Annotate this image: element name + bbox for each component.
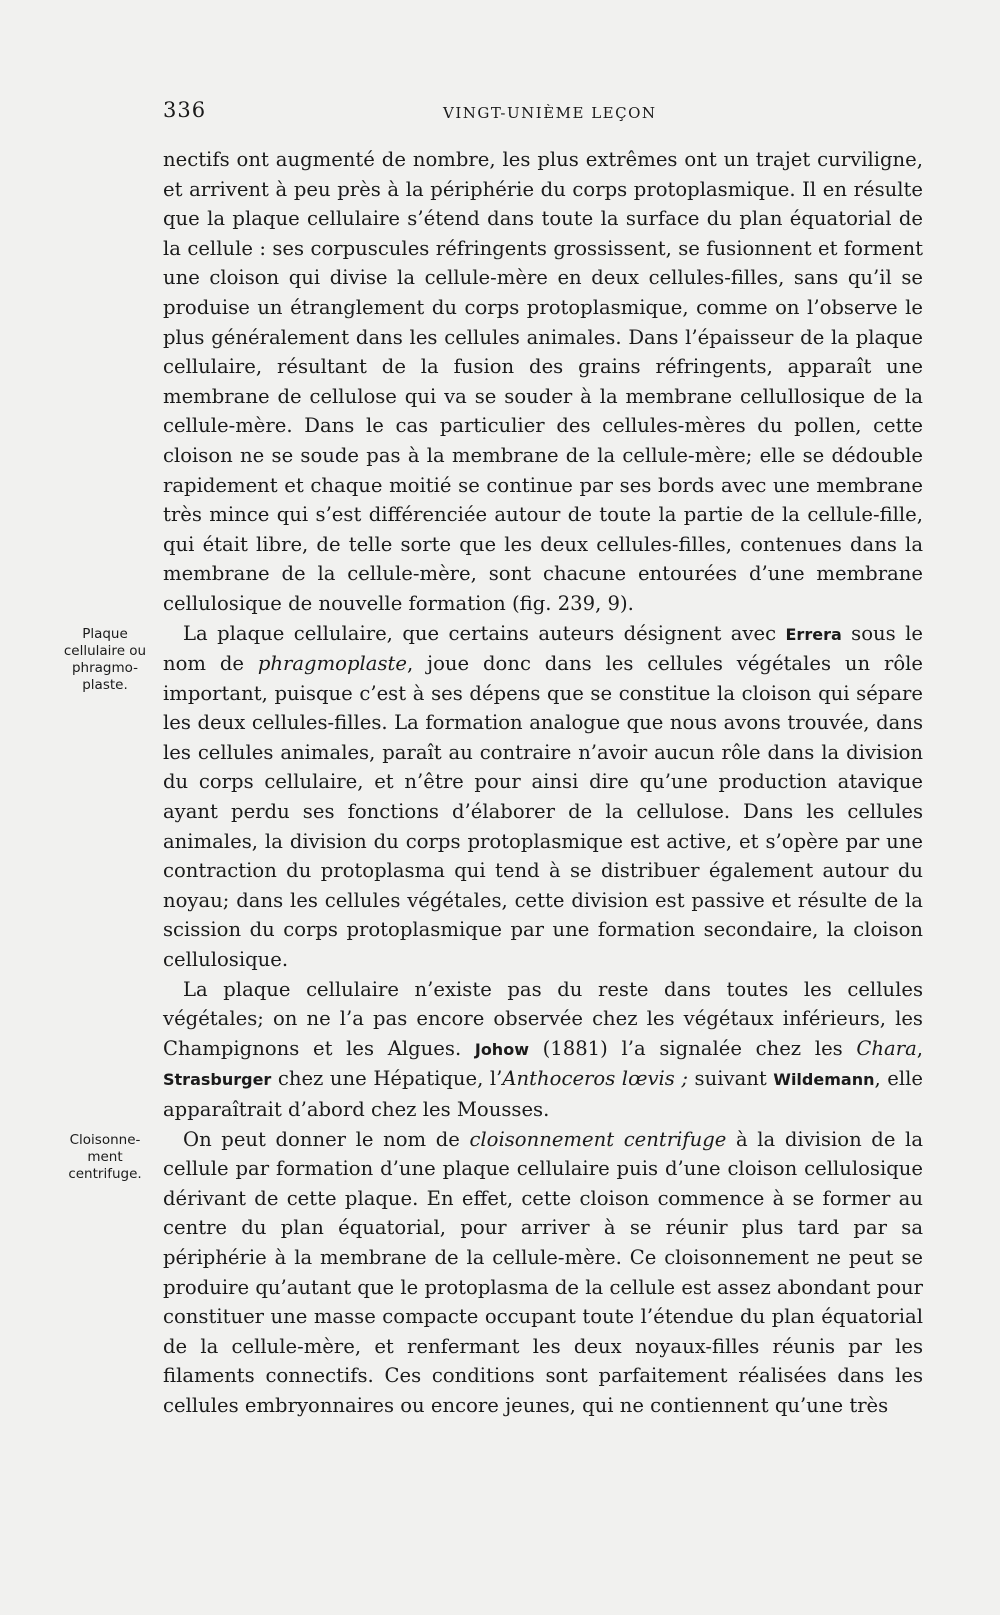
italic-term: Chara [856,1036,917,1060]
text-run: La plaque cellulaire, que certains auteurs désignent avec [183,621,786,645]
author-name: Errera [785,624,842,644]
text-run: (1881) l’a signalée chez les [528,1036,857,1060]
italic-term: cloisonnement centrifuge [469,1127,727,1151]
italic-term: phragmoplaste [257,652,407,676]
page-number: 336 [163,98,207,122]
text-run: On peut donner le nom de [183,1127,470,1151]
text-run: La plaque cellulaire n’existe pas du reste dans toutes les cellules végétales; on ne l’a pas encore observée chez les végétaux inférieurs, les Champignons et les Algues. [163,977,923,1060]
paragraph-1: nectifs ont augmenté de nombre, les plus extrêmes ont un trajet curviligne, et arrivent à peu près à la périphérie du corps protoplasmique. Il en résulte que la plaque cellulaire s’étend dans toute la surface du plan équatorial de la cellule : ses corpuscules réfringents grossissent, se fusionnent et forment une cloison qui divise la cellule-mère en deux cellules-filles, sans qu’il se produise un étranglement du corps protoplasmique, comme on l’observe le plus généralement dans les cellules animales. Dans l’épaisseur de la plaque cellulaire, résultant de la fusion des grains réfringents, apparaît une membrane de cellulose qui va se souder à la membrane cellullosique de la cellule-mère. Dans le cas particulier des cellules-mères du pollen, cette cloison ne se soude pas à la membrane de la cellule-mère; elle se dédouble rapidement et chaque moitié se continue par ses bords avec une membrane très mince qui s’est différenciée autour de toute la partie de la cellule-fille, qui était libre, de telle sorte que les deux cellules-filles, contenues dans la membrane de la cellule-mère, sont chacune entourées d’une membrane cellulosique de nouvelle formation (fig. 239, 9). [163,148,923,615]
margin-note-line: phragmo- [71,660,139,676]
text-run: suivant [688,1067,774,1091]
text-run: , elle apparaîtrait d’abord chez les Mousses. [163,1067,923,1121]
page-header [163,98,923,128]
text-run: , joue donc dans les cellules végétales un rôle important, puisque c’est à ses dépens que se constitue la cloison qui sépare les deux cellules-filles. La formation analogue que nous avons trouvée, dans les cellules animales, paraît au contraire n’avoir aucun rôle dans la division du corps cellulaire, et n’être pour ainsi dire qu’une production atavique ayant perdu ses fonctions d’élaborer de la cellulose. Dans les cellules animales, la division du corps protoplasmique est active, et s’opère par une contraction du protoplasma qui tend à se distribuer également autour du noyau; dans les cellules végétales, cette division est passive et résulte de la scission du corps protoplasmique par une formation secondaire, la cloison cellulosique. [163,652,923,972]
author-name: Strasburger [163,1070,272,1090]
running-title: VINGT-UNIÈME LEÇON [443,104,657,122]
margin-note-line: Cloisonne- [69,1132,141,1148]
author-name: Johow [474,1039,529,1059]
margin-note-line: centrifuge. [68,1166,142,1182]
text-run: à la division de la cellule par formation d’une plaque cellulaire puis d’une cloison cellulosique dérivant de cette plaque. En effet, cette cloison commence à se former au centre du plan équatorial, pour arriver à se réunir plus tard par sa périphérie à la membrane de la cellule-mère. Ce cloisonnement ne peut se produire qu’autant que le protoplasma de la cellule est assez abondant pour constituer une masse compacte occupant toute l’étendue du plan équatorial de la cellule-mère, et renfermant les deux noyaux-filles réunis par les filaments connectifs. Ces conditions sont parfaitement réalisées dans les cellules embryonnaires ou encore jeunes, qui ne contiennent qu’une très [163,1127,923,1417]
margin-note-plaque [52,626,158,694]
paragraph-2 [163,619,923,975]
paragraph-4 [163,1125,923,1421]
margin-note-line: Plaque [82,626,128,642]
margin-note-line: plaste. [82,677,128,693]
italic-term: Anthoceros lœvis ; [502,1067,688,1091]
author-name: Wildemann [773,1070,875,1090]
margin-note-line: cellulaire ou [63,643,147,659]
body-text [163,145,923,1421]
paragraph-3 [163,975,923,1125]
text-run: sous le nom de [163,621,923,676]
text-run: , [916,1036,923,1060]
text-run: chez une Hépatique, l’ [271,1067,503,1091]
margin-note-line: ment [87,1149,123,1165]
margin-note-cloisonnement [52,1132,158,1183]
